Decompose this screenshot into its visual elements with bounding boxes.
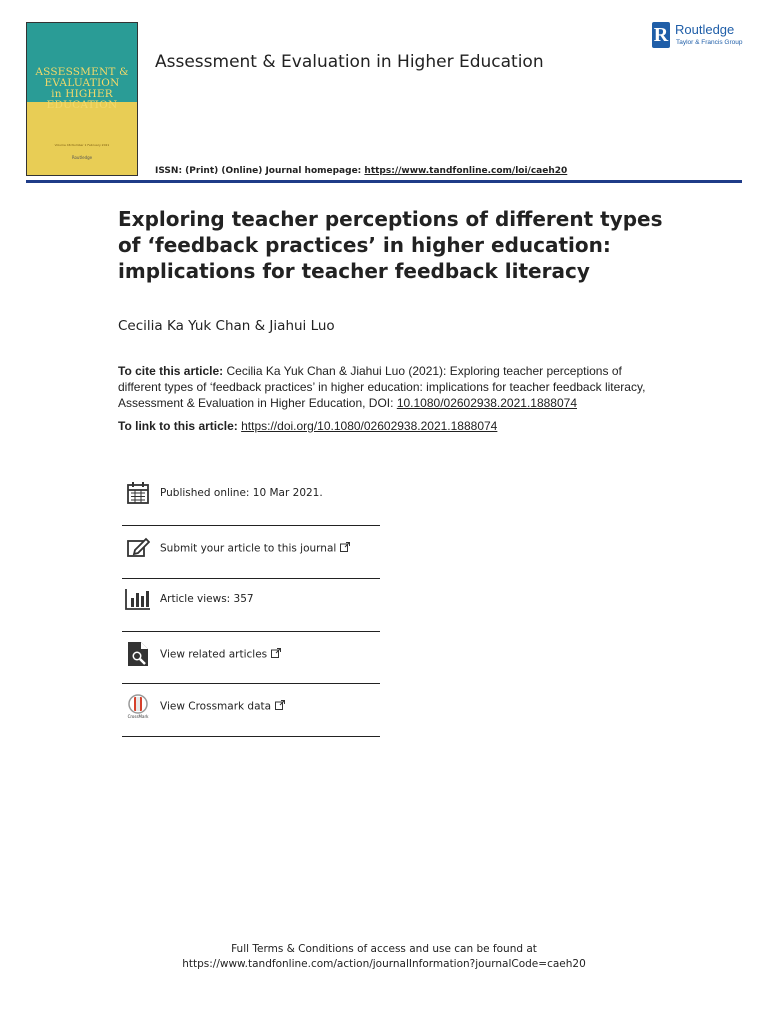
journal-homepage-link[interactable]: https://www.tandfonline.com/loi/caeh20 xyxy=(364,166,568,176)
crossmark-icon xyxy=(124,692,152,720)
cover-title-line: EDUCATION xyxy=(46,99,118,111)
journal-cover xyxy=(26,22,138,176)
document-search-icon xyxy=(124,640,152,668)
cite-text: Cecilia Ka Yuk Chan & Jiahui Luo (2021): Exploring teacher perceptions of different types of ‘feedback practices’ in higher education: implications for teacher feedback literacy, Assessment & Evaluation in Higher Education, DOI: xyxy=(118,364,646,410)
footer xyxy=(0,942,768,972)
article-url-link[interactable]: https://doi.org/10.1080/02602938.2021.1888074 xyxy=(241,419,498,433)
related-row[interactable] xyxy=(124,632,380,676)
link-label: To link to this article: xyxy=(118,419,242,433)
submit-label: Submit your article to this journal xyxy=(160,542,337,554)
crossmark-link[interactable] xyxy=(160,700,285,713)
external-link-icon xyxy=(340,542,350,555)
cover-title-line: ASSESSMENT & xyxy=(35,66,129,78)
external-link-icon xyxy=(271,648,281,661)
issn-prefix: ISSN: (Print) (Online) Journal homepage: xyxy=(155,166,365,176)
crossmark-label: View Crossmark data xyxy=(160,700,272,712)
publisher-name: Routledge xyxy=(675,22,735,37)
footer-terms: Full Terms & Conditions of access and use can be found at xyxy=(231,943,537,955)
published-row xyxy=(124,471,380,515)
article-views: Article views: 357 xyxy=(160,593,254,605)
external-link-icon xyxy=(275,700,285,713)
divider xyxy=(122,736,380,737)
calendar-icon xyxy=(124,479,152,507)
bar-chart-icon xyxy=(124,585,152,613)
article-link-block xyxy=(118,418,663,434)
article-authors: Cecilia Ka Yuk Chan & Jiahui Luo xyxy=(118,318,335,334)
crossmark-icon-label: CrossMark xyxy=(127,713,149,719)
submit-article-link[interactable] xyxy=(160,542,350,555)
cover-volume: Volume 46 Number 1 February 2021 xyxy=(54,143,110,147)
journal-title: Assessment & Evaluation in Higher Education xyxy=(155,52,544,72)
publisher-subtitle: Taylor & Francis Group xyxy=(676,39,743,46)
cover-title xyxy=(27,67,137,111)
cite-label: To cite this article: xyxy=(118,364,224,378)
submit-row[interactable] xyxy=(124,526,380,570)
edit-icon xyxy=(124,534,152,562)
cover-title-line: EVALUATION xyxy=(44,77,120,89)
routledge-r-icon: R xyxy=(653,24,669,46)
views-row xyxy=(124,577,380,621)
related-articles-link[interactable] xyxy=(160,648,281,661)
related-label: View related articles xyxy=(160,648,268,660)
issn-line xyxy=(155,166,567,176)
footer-terms-url[interactable]: https://www.tandfonline.com/action/journalInformation?journalCode=caeh20 xyxy=(182,958,586,970)
citation-block xyxy=(118,363,663,411)
doi-link[interactable]: 10.1080/02602938.2021.1888074 xyxy=(396,396,577,410)
header-divider xyxy=(26,180,742,183)
published-date: Published online: 10 Mar 2021. xyxy=(160,487,323,499)
publisher-logo[interactable] xyxy=(652,20,752,50)
article-title: Exploring teacher perceptions of different types of ‘feedback practices’ in higher education: implications for teacher feedback literacy xyxy=(118,207,663,283)
cover-title-line: in HIGHER xyxy=(51,88,113,100)
crossmark-row[interactable] xyxy=(124,684,380,728)
cover-publisher: Routledge xyxy=(71,155,93,160)
